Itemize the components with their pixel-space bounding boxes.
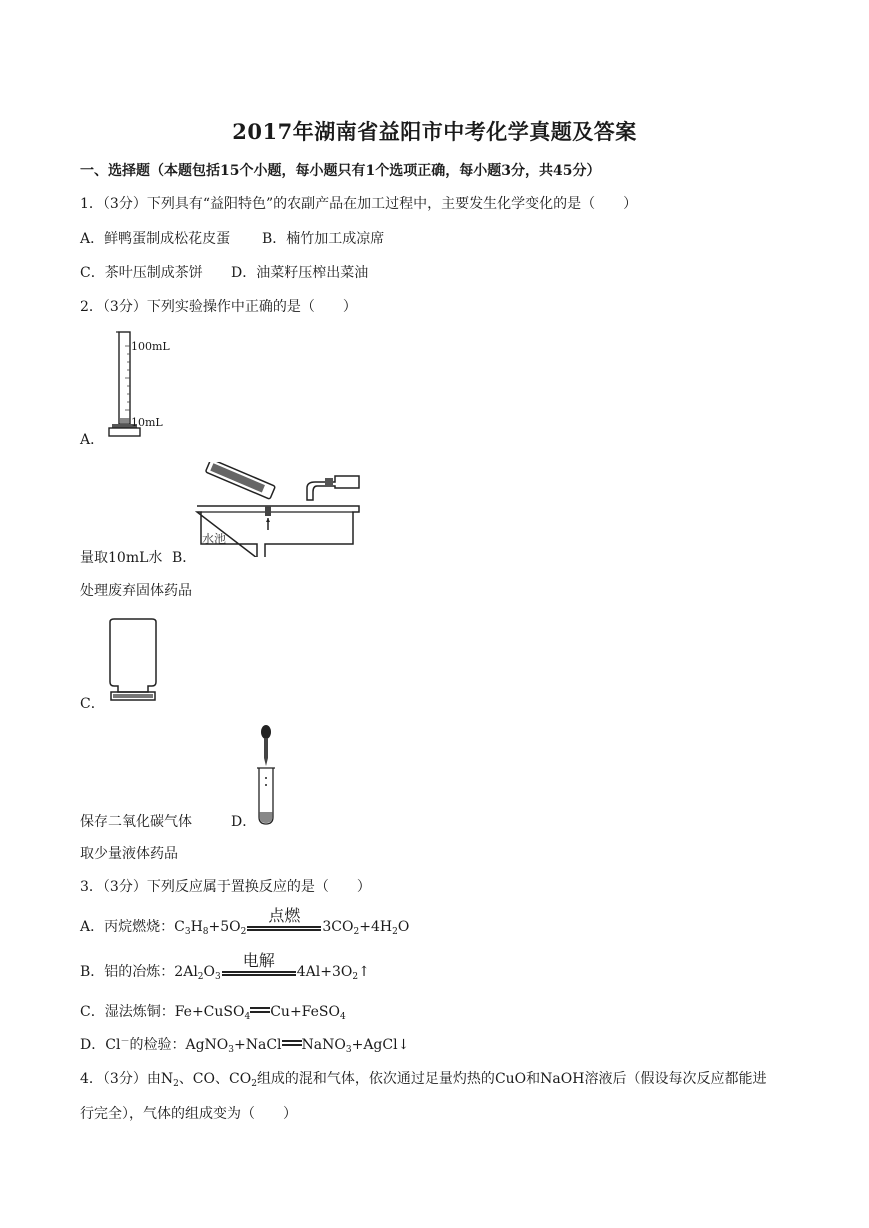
q3-a-products: $3CO_2+4H_2O$	[322, 919, 410, 937]
q3-option-c[interactable]	[80, 1001, 346, 1022]
q3-c-prefix: C．湿法炼铜：	[80, 1004, 175, 1020]
q3-stem: 3．（3分）下列反应属于置换反应的是（ ）	[80, 879, 371, 895]
q4-naoh: NaOH	[540, 1071, 585, 1087]
q4-stem-line1	[80, 1068, 766, 1089]
q2-option-b-label[interactable]: B．	[172, 550, 197, 566]
q3-d-ion: Cl－	[105, 1037, 130, 1053]
q2-stem: 2．（3分）下列实验操作中正确的是（ ）	[80, 299, 357, 315]
q3-option-d[interactable]	[80, 1034, 409, 1055]
q4-stem-part-b: 组成的混和气体，依次通过足量灼热的	[256, 1071, 495, 1087]
q3-d-equation: AgNO$_3$+NaCl NaNO$_3$+AgCl↓	[185, 1037, 410, 1055]
q3-b-products: $4Al+3O_2↑$	[296, 964, 370, 982]
q4-cuo: CuO	[494, 1071, 527, 1087]
condition-ignite: 点燃	[268, 906, 301, 925]
q1-stem: 1．（3分）下列具有“益阳特色”的农副产品在加工过程中，主要发生化学变化的是（ ）	[80, 196, 638, 212]
gas-jar-figure	[108, 618, 158, 704]
q3-d-mid: 的检验：	[129, 1037, 186, 1053]
q3-a-prefix: A．丙烷燃烧：	[80, 919, 175, 935]
q4-stem-part-d: 溶液后（假设每次反应都能进	[584, 1071, 767, 1087]
dropper-testtube-figure	[254, 724, 278, 826]
q2-option-c-caption: 保存二氧化碳气体	[80, 814, 192, 830]
cylinder-label-100ml: 100mL	[131, 340, 170, 353]
page-title: 2017年湖南省益阳市中考化学真题及答案	[232, 119, 637, 144]
q2-option-d-caption: 取少量液体药品	[80, 846, 178, 862]
q2-option-a-label[interactable]: A．	[80, 432, 105, 448]
q3-b-prefix: B．铝的冶炼：	[80, 964, 175, 980]
q4-stem-part-c: 和	[526, 1071, 541, 1087]
q3-option-b[interactable]	[80, 951, 370, 982]
q1-option-c[interactable]: C．茶叶压制成茶饼	[80, 265, 203, 281]
q3-b-reactants: $2Al_2O_3$	[174, 964, 221, 982]
q4-gases: $N_2$、CO、$CO_2$	[160, 1071, 257, 1089]
condition-electrolysis: 电解	[242, 951, 275, 970]
reaction-condition-arrow	[247, 906, 321, 935]
q2-option-a-caption: 量取10mL水	[80, 550, 163, 566]
q2-option-d-label[interactable]: D．	[231, 814, 257, 830]
section-heading: 一、选择题（本题包括15个小题，每小题只有1个选项正确，每小题3分，共45分）	[80, 163, 601, 179]
q4-stem-line2: 行完全），气体的组成变为（ ）	[80, 1106, 297, 1122]
q3-d-prefix: D．	[80, 1037, 106, 1053]
q3-option-a[interactable]	[80, 906, 410, 937]
cylinder-label-10ml: 10mL	[131, 416, 163, 429]
q3-c-equation: Fe+CuSO$_4$ Cu+FeSO$_4$	[174, 1004, 346, 1022]
q2-option-c-label[interactable]: C．	[80, 696, 105, 712]
q1-option-b[interactable]: B．楠竹加工成凉席	[262, 231, 385, 247]
q1-option-a[interactable]: A．鲜鸭蛋制成松花皮蛋	[80, 231, 231, 247]
sink-label: 水池	[202, 532, 227, 546]
q2-option-b-caption: 处理废弃固体药品	[80, 583, 192, 599]
reaction-condition-arrow	[222, 951, 296, 980]
q1-option-d[interactable]: D．油菜籽压榨出菜油	[231, 265, 369, 281]
q3-a-reactants: $C_3H_8+5O_2$	[174, 919, 247, 937]
q4-stem-part-a: 4．（3分）由	[80, 1071, 161, 1087]
